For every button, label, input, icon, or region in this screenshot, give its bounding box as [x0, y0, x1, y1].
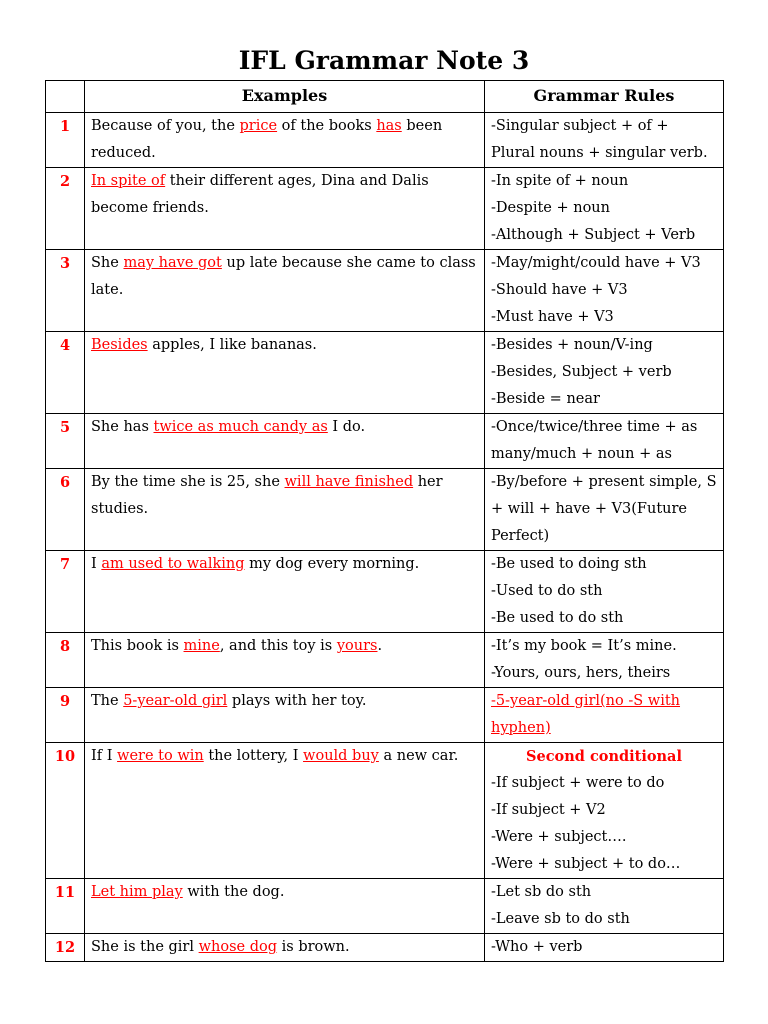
- highlighted-phrase: yours: [336, 638, 378, 654]
- rule-line: -Although + Subject + Verb: [491, 227, 696, 243]
- example-cell: [85, 113, 485, 168]
- highlighted-phrase: In spite of: [91, 173, 166, 189]
- table-row: [46, 469, 724, 551]
- rule-line: -Be used to doing sth: [491, 556, 647, 572]
- row-number: 2: [46, 168, 85, 250]
- rule-line: -By/before + present simple, S + will + have + V3(Future Perfect): [491, 474, 717, 544]
- rule-line: -In spite of + noun: [491, 173, 629, 189]
- example-text: with the dog.: [182, 884, 285, 900]
- grammar-rule-cell: [485, 168, 724, 250]
- rule-line: -5-year-old girl(no -S with hyphen): [491, 693, 681, 736]
- grammar-rule-cell: [485, 469, 724, 551]
- table-row: [46, 688, 724, 743]
- table-row: [46, 743, 724, 879]
- example-cell: [85, 250, 485, 332]
- header-number: [46, 81, 85, 113]
- example-text: apples, I like bananas.: [147, 337, 317, 353]
- header-examples: Examples: [85, 81, 485, 113]
- rule-line: -Besides, Subject + verb: [491, 364, 672, 380]
- example-text: up late because she came to class late.: [91, 255, 476, 298]
- row-number: 9: [46, 688, 85, 743]
- example-cell: [85, 934, 485, 962]
- grammar-rule-cell: [485, 633, 724, 688]
- highlighted-phrase: mine: [183, 638, 220, 654]
- rule-line: -Despite + noun: [491, 200, 610, 216]
- row-number: 12: [46, 934, 85, 962]
- example-text: their different ages, Dina and Dalis become friends.: [91, 173, 429, 216]
- highlighted-phrase: were to win: [117, 748, 204, 764]
- row-number: 4: [46, 332, 85, 414]
- example-cell: [85, 879, 485, 934]
- rule-line: -Should have + V3: [491, 282, 628, 298]
- example-text: the lottery, I: [203, 748, 304, 764]
- table-row: [46, 250, 724, 332]
- grammar-rule-cell: [485, 250, 724, 332]
- example-text: .: [377, 638, 383, 654]
- rule-line: -Used to do sth: [491, 583, 603, 599]
- table-row: [46, 414, 724, 469]
- table-row: [46, 168, 724, 250]
- example-text: I do.: [327, 419, 366, 435]
- example-text: Because of you, the: [91, 118, 240, 134]
- row-number: 11: [46, 879, 85, 934]
- rule-line: -Once/twice/three time + as many/much + noun + as: [491, 419, 698, 462]
- example-text: my dog every morning.: [244, 556, 420, 572]
- example-text: , and this toy is: [219, 638, 337, 654]
- highlighted-phrase: may have got: [123, 255, 222, 271]
- grammar-rule-cell: [485, 551, 724, 633]
- highlighted-phrase: would buy: [303, 748, 379, 764]
- rule-line: -It’s my book = It’s mine.: [491, 638, 677, 654]
- table-row: [46, 113, 724, 168]
- example-text: been reduced.: [91, 118, 443, 161]
- highlighted-phrase: twice as much candy as: [153, 419, 328, 435]
- table-row: [46, 633, 724, 688]
- table-row: [46, 551, 724, 633]
- grammar-rule-cell: [485, 934, 724, 962]
- grammar-rule-cell: [485, 414, 724, 469]
- highlighted-phrase: Let him play: [91, 884, 183, 900]
- row-number: 10: [46, 743, 85, 879]
- highlighted-phrase: price: [239, 118, 278, 134]
- page-title: IFL Grammar Note 3: [238, 46, 530, 75]
- example-text: plays with her toy.: [227, 693, 367, 709]
- table-row: [46, 332, 724, 414]
- example-text: her studies.: [91, 474, 443, 517]
- example-text: She: [91, 255, 124, 271]
- example-text: She has: [91, 419, 154, 435]
- example-text: of the books: [277, 118, 377, 134]
- rule-line: -Besides + noun/V-ing: [491, 337, 653, 353]
- grammar-rule-cell: [485, 688, 724, 743]
- rule-line: -If subject + were to do: [491, 775, 665, 791]
- highlighted-phrase: Besides: [91, 337, 148, 353]
- rule-line: -Leave sb to do sth: [491, 911, 630, 927]
- row-number: 1: [46, 113, 85, 168]
- highlighted-phrase: 5-year-old girl: [123, 693, 228, 709]
- row-number: 7: [46, 551, 85, 633]
- example-text: I: [91, 556, 102, 572]
- example-text: a new car.: [378, 748, 459, 764]
- example-cell: [85, 633, 485, 688]
- table-body: [46, 113, 724, 962]
- example-cell: [85, 168, 485, 250]
- grammar-rule-cell: [485, 879, 724, 934]
- rule-line: -Who + verb: [491, 939, 583, 955]
- example-text: If I: [91, 748, 118, 764]
- rule-line: -Let sb do sth: [491, 884, 592, 900]
- grammar-table: [45, 80, 724, 962]
- row-number: 5: [46, 414, 85, 469]
- rule-line: -Singular subject + of + Plural nouns + singular verb.: [491, 118, 708, 161]
- example-cell: [85, 688, 485, 743]
- highlighted-phrase: has: [376, 118, 402, 134]
- grammar-rule-cell: [485, 113, 724, 168]
- rule-line: -Were + subject….: [491, 829, 627, 845]
- table-row: [46, 879, 724, 934]
- example-text: This book is: [91, 638, 184, 654]
- example-cell: [85, 414, 485, 469]
- example-text: is brown.: [277, 939, 350, 955]
- row-number: 8: [46, 633, 85, 688]
- example-text: She is the girl: [91, 939, 199, 955]
- example-cell: [85, 551, 485, 633]
- rule-line: -Were + subject + to do…: [491, 856, 681, 872]
- rule-line: -Must have + V3: [491, 309, 614, 325]
- header-grammar-rules: Grammar Rules: [485, 81, 724, 113]
- row-number: 3: [46, 250, 85, 332]
- example-cell: [85, 332, 485, 414]
- rule-line: -Beside = near: [491, 391, 600, 407]
- highlighted-phrase: am used to walking: [101, 556, 245, 572]
- grammar-rule-cell: [485, 743, 724, 879]
- table-row: [46, 934, 724, 962]
- example-cell: [85, 469, 485, 551]
- example-text: The: [91, 693, 124, 709]
- highlighted-phrase: will have finished: [284, 474, 414, 490]
- rule-line: -May/might/could have + V3: [491, 255, 701, 271]
- row-number: 6: [46, 469, 85, 551]
- table-header-row: [46, 81, 724, 113]
- example-text: By the time she is 25, she: [91, 474, 285, 490]
- highlighted-phrase: whose dog: [198, 939, 278, 955]
- rule-line: -If subject + V2: [491, 802, 606, 818]
- rule-line: -Yours, ours, hers, theirs: [491, 665, 671, 681]
- example-cell: [85, 743, 485, 879]
- rule-line: -Be used to do sth: [491, 610, 624, 626]
- grammar-rule-cell: [485, 332, 724, 414]
- rule-heading: Second conditional: [526, 748, 682, 765]
